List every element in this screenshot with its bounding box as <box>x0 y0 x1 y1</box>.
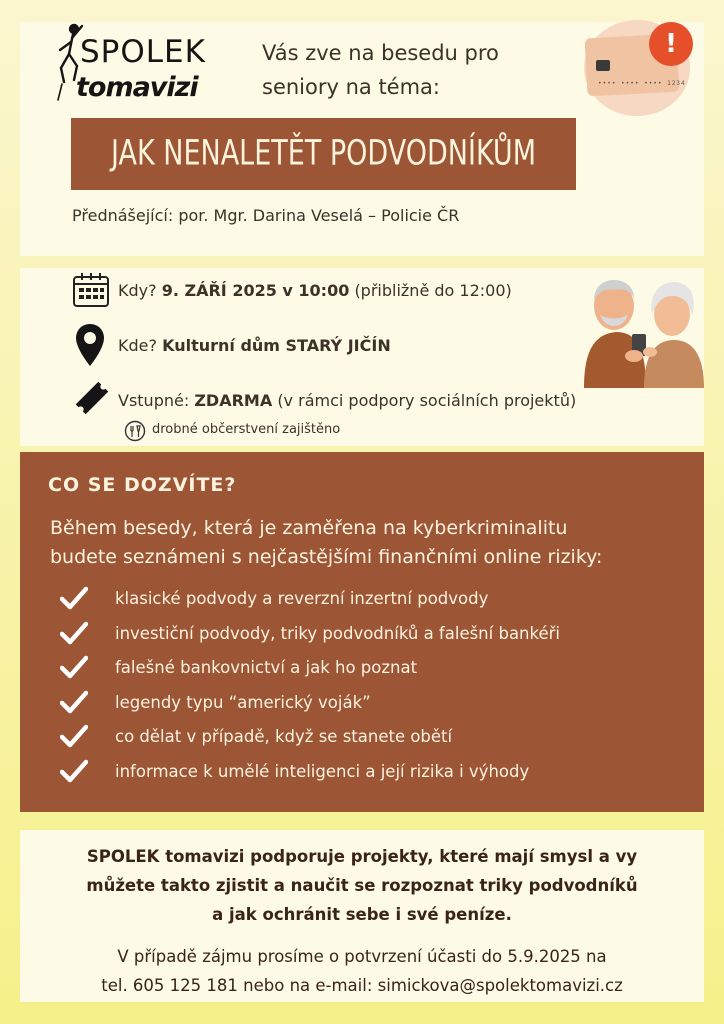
event-title: JAK NENALETĚT PODVODNÍKŮM <box>111 133 536 174</box>
learn-intro-line-1: Během besedy, která je zaměřena na kyberkriminalitu <box>50 517 568 539</box>
contact-line-2[interactable]: tel. 605 125 181 nebo na e-mail: simickova@spolektomavizi.cz <box>101 976 623 995</box>
list-item-text: investiční podvody, triky podvodníků a falešní bankéři <box>115 623 561 643</box>
invitation-line-1: Vás zve na besedu pro <box>262 41 499 65</box>
checkmark-icon <box>60 655 88 679</box>
footer-message-line-1: SPOLEK tomavizi podporuje projekty, které mají smysl a vy <box>86 847 638 866</box>
learn-heading: CO SE DOZVÍTE? <box>48 474 237 496</box>
footer-message-line-3: a jak ochránit sebe i své peníze. <box>212 905 512 924</box>
calendar-icon <box>72 272 110 308</box>
refreshment-icon <box>124 420 146 442</box>
location-pin-icon <box>74 322 106 368</box>
checkmark-icon <box>60 724 88 748</box>
when-value: 9. ZÁŘÍ 2025 v 10:00 <box>161 281 350 300</box>
learn-intro <box>50 514 690 572</box>
invitation-line-2: seniory na téma: <box>262 75 440 99</box>
where-value: Kulturní dům STARÝ JIČÍN <box>162 336 391 355</box>
contact-line-1: V případě zájmu prosíme o potvrzení účasti do 5.9.2025 na <box>117 947 607 966</box>
list-item-text: falešné bankovnictví a jak ho poznat <box>115 658 418 678</box>
where-label: Kde? <box>118 336 157 355</box>
invitation-text <box>262 36 562 104</box>
refreshment-text: drobné občerstvení zajištěno <box>152 422 341 437</box>
logo-text-tomavizi: tomavizi <box>76 72 198 103</box>
speaker-line: Přednášející: por. Mgr. Darina Veselá – Policie ČR <box>72 206 460 225</box>
footer-message <box>40 842 684 929</box>
checkmark-icon <box>60 759 88 783</box>
list-item-text: legendy typu “americký voják” <box>115 692 371 712</box>
when-row <box>118 281 512 300</box>
list-item-text: informace k umělé inteligenci a její rizika i výhody <box>115 761 530 781</box>
where-row <box>118 336 391 355</box>
seniors-illustration <box>576 268 706 388</box>
contact-info <box>40 942 684 1000</box>
when-label: Kdy? <box>118 281 157 300</box>
logo-text-spolek: SPOLEK <box>80 34 206 70</box>
card-number: •••• •••• •••• 1234 <box>598 80 686 87</box>
ticket-icon <box>72 378 112 418</box>
footer-message-line-2: můžete takto zjistit a naučit se rozpoznat triky podvodníků <box>86 876 638 895</box>
entry-label: Vstupné: <box>118 391 190 410</box>
when-note: (přibližně do 12:00) <box>354 281 512 300</box>
alert-icon: ! <box>649 22 693 66</box>
list-item-text: klasické podvody a reverzní inzertní podvody <box>115 589 489 608</box>
learn-intro-line-2: budete seznámeni s nejčastějšími finančními online riziky: <box>50 546 603 568</box>
checkmark-icon <box>60 586 88 610</box>
checkmark-icon <box>60 690 88 714</box>
list-item-text: co dělat v případě, když se stanete obětí <box>115 727 453 747</box>
card-chip-icon <box>596 60 610 71</box>
entry-value: ZDARMA <box>194 391 273 410</box>
checkmark-icon <box>60 621 88 645</box>
title-banner <box>71 118 576 190</box>
entry-row <box>118 391 576 410</box>
spolek-tomavizi-logo[interactable] <box>52 20 222 110</box>
entry-note: (v rámci podpory sociálních projektů) <box>277 391 577 410</box>
